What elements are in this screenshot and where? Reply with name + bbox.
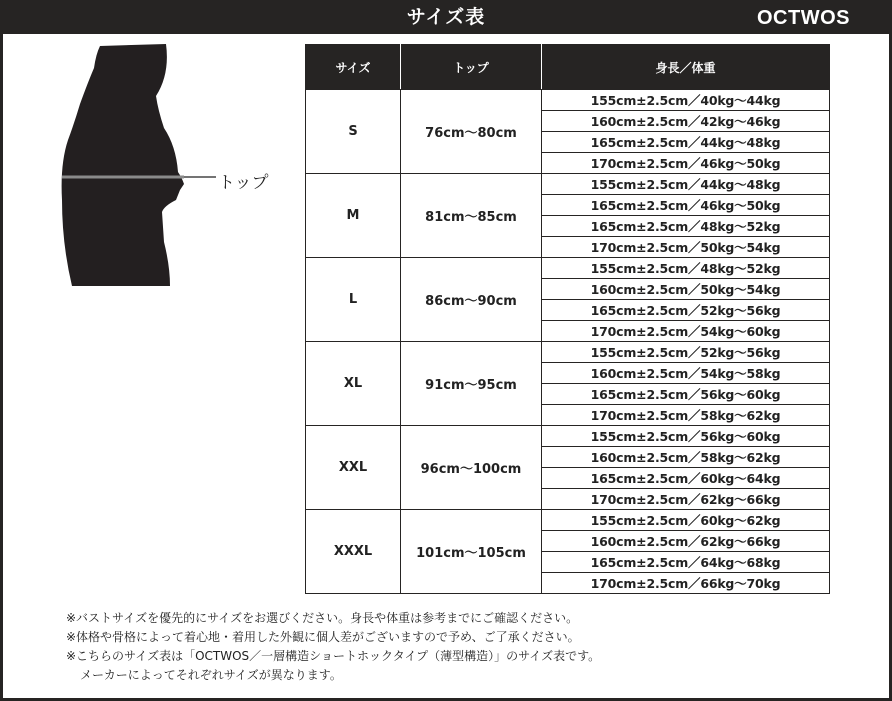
size-cell: XXL: [306, 426, 401, 510]
torso-silhouette-figure: [60, 44, 280, 290]
size-cell: M: [306, 174, 401, 258]
height-weight-cell: 155cm±2.5cm／52kg～56kg: [542, 342, 830, 363]
left-border: [0, 34, 3, 701]
top-cell: 76cm～80cm: [401, 90, 542, 174]
height-weight-cell: 160cm±2.5cm／42kg～46kg: [542, 111, 830, 132]
top-cell: 96cm～100cm: [401, 426, 542, 510]
size-cell: XXXL: [306, 510, 401, 594]
height-weight-cell: 165cm±2.5cm／46kg～50kg: [542, 195, 830, 216]
height-weight-cell: 155cm±2.5cm／40kg～44kg: [542, 90, 830, 111]
height-weight-cell: 170cm±2.5cm／66kg～70kg: [542, 573, 830, 594]
top-cell: 91cm～95cm: [401, 342, 542, 426]
height-weight-cell: 155cm±2.5cm／44kg～48kg: [542, 174, 830, 195]
table-row: [306, 174, 830, 195]
size-table: [305, 44, 830, 594]
note-line: ※こちらのサイズ表は「OCTWOS／一層構造ショートホックタイプ（薄型構造）」のサイズ表です。: [66, 649, 601, 663]
header-top: トップ: [401, 45, 542, 90]
note-line: ※体格や骨格によって着心地・着用した外観に個人差がございますので予め、ご了承ください。: [66, 630, 580, 644]
notes: [66, 609, 600, 685]
table-row: [306, 342, 830, 363]
note-line: メーカーによってそれぞれサイズが異なります。: [80, 668, 342, 682]
table-row: [306, 90, 830, 111]
height-weight-cell: 160cm±2.5cm／54kg～58kg: [542, 363, 830, 384]
height-weight-cell: 160cm±2.5cm／58kg～62kg: [542, 447, 830, 468]
height-weight-cell: 170cm±2.5cm／54kg～60kg: [542, 321, 830, 342]
height-weight-cell: 170cm±2.5cm／62kg～66kg: [542, 489, 830, 510]
top-measure-label: トップ: [218, 173, 269, 193]
top-cell: 101cm～105cm: [401, 510, 542, 594]
height-weight-cell: 170cm±2.5cm／46kg～50kg: [542, 153, 830, 174]
height-weight-cell: 155cm±2.5cm／60kg～62kg: [542, 510, 830, 531]
height-weight-cell: 165cm±2.5cm／56kg～60kg: [542, 384, 830, 405]
table-row: [306, 426, 830, 447]
size-cell: XL: [306, 342, 401, 426]
torso-silhouette: [62, 44, 184, 286]
height-weight-cell: 160cm±2.5cm／50kg～54kg: [542, 279, 830, 300]
page-title: サイズ表: [406, 6, 486, 28]
header-bar: [0, 0, 892, 34]
height-weight-cell: 155cm±2.5cm／48kg～52kg: [542, 258, 830, 279]
height-weight-cell: 165cm±2.5cm／52kg～56kg: [542, 300, 830, 321]
height-weight-cell: 155cm±2.5cm／56kg～60kg: [542, 426, 830, 447]
height-weight-cell: 165cm±2.5cm／44kg～48kg: [542, 132, 830, 153]
height-weight-cell: 165cm±2.5cm／60kg～64kg: [542, 468, 830, 489]
size-cell: L: [306, 258, 401, 342]
height-weight-cell: 165cm±2.5cm／48kg～52kg: [542, 216, 830, 237]
note-line: ※バストサイズを優先的にサイズをお選びください。身長や体重は参考までにご確認ください。: [66, 611, 579, 625]
top-cell: 81cm～85cm: [401, 174, 542, 258]
height-weight-cell: 170cm±2.5cm／58kg～62kg: [542, 405, 830, 426]
table-row: [306, 258, 830, 279]
height-weight-cell: 165cm±2.5cm／64kg～68kg: [542, 552, 830, 573]
top-cell: 86cm～90cm: [401, 258, 542, 342]
brand-name: OCTWOS: [757, 7, 850, 29]
table-row: [306, 510, 830, 531]
header-height-weight: 身長／体重: [542, 45, 830, 90]
table-header-row: [306, 45, 830, 90]
table-body: [306, 90, 830, 594]
size-cell: S: [306, 90, 401, 174]
header-size: サイズ: [306, 45, 401, 90]
height-weight-cell: 160cm±2.5cm／62kg～66kg: [542, 531, 830, 552]
height-weight-cell: 170cm±2.5cm／50kg～54kg: [542, 237, 830, 258]
